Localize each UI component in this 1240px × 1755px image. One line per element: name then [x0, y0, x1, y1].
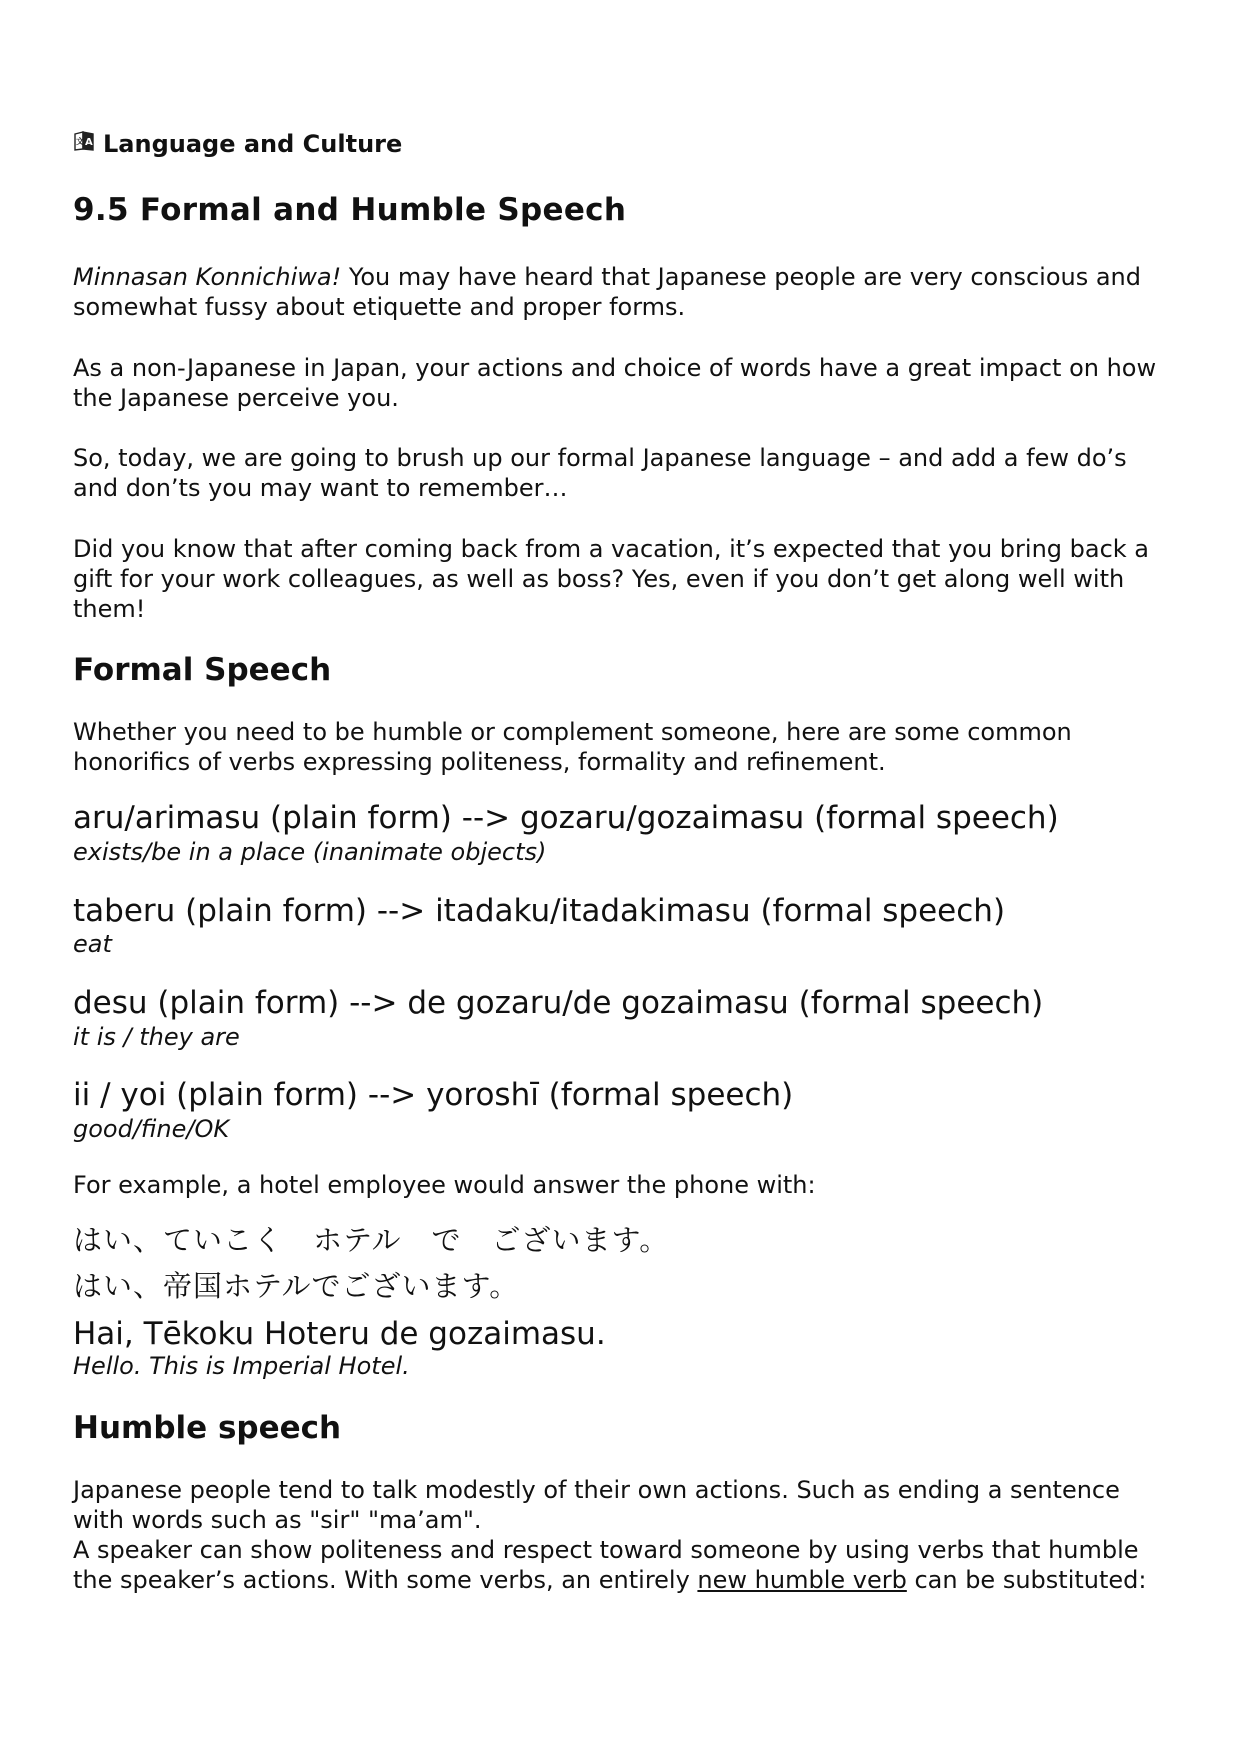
verb-pair: desu (plain form) --> de gozaru/de gozaimasu (formal speech)	[73, 985, 1044, 1021]
verb-pair: taberu (plain form) --> itadaku/itadakimasu (formal speech)	[73, 893, 1006, 929]
verb-gloss: it is / they are	[73, 1023, 240, 1051]
example-intro: For example, a hotel employee would answer the phone with:	[73, 1171, 816, 1199]
book-translate-icon	[73, 130, 95, 158]
humble-speech-heading: Humble speech	[73, 1410, 342, 1446]
intro-paragraph-4: Did you know that after coming back from a vacation, it’s expected that you bring back a gift for your work colleagues, as well as boss? Yes, even if you don’t get along well with them!	[73, 535, 1150, 623]
formal-speech-heading: Formal Speech	[73, 652, 332, 688]
intro-paragraph-1-text: You may have heard that Japanese people are very conscious and somewhat fussy about etiquette and proper forms.	[73, 263, 1141, 321]
new-humble-verb-link[interactable]: new humble verb	[697, 1566, 907, 1594]
formal-speech-intro: Whether you need to be humble or complement someone, here are some common honorifics of verbs expressing politeness, formality and refinement.	[73, 718, 1072, 776]
verb-pair: ii / yoi (plain form) --> yoroshī (formal speech)	[73, 1077, 794, 1113]
example-kanji: はい、帝国ホテルでございます。	[73, 1269, 520, 1303]
verb-gloss: eat	[73, 930, 112, 958]
page-title: 9.5 Formal and Humble Speech	[73, 192, 627, 228]
greeting: Minnasan Konnichiwa!	[73, 263, 342, 291]
example-english: Hello. This is Imperial Hotel.	[73, 1352, 410, 1380]
svg-text:A: A	[85, 137, 93, 148]
verb-gloss: exists/be in a place (inanimate objects)	[73, 838, 547, 866]
intro-paragraph-2: As a non-Japanese in Japan, your actions and choice of words have a great impact on how the Japanese perceive you.	[73, 354, 1157, 412]
section-label-text: Language and Culture	[103, 130, 403, 158]
humble-paragraph-2	[73, 1535, 1173, 1595]
intro-paragraph-3: So, today, we are going to brush up our formal Japanese language – and add a few do’s and don’ts you may want to remember…	[73, 444, 1127, 502]
verb-gloss: good/fine/OK	[73, 1115, 230, 1143]
humble-paragraph-2-start: A speaker can show politeness and respect toward someone by using verbs that humble the speaker’s actions. With some verbs, an entirely	[73, 1536, 1139, 1594]
section-label	[73, 130, 402, 158]
verb-pair: aru/arimasu (plain form) --> gozaru/gozaimasu (formal speech)	[73, 800, 1059, 836]
humble-paragraph-2-end: can be substituted:	[906, 1566, 1147, 1594]
humble-paragraph-1: Japanese people tend to talk modestly of their own actions. Such as ending a sentence with words such as "sir" "ma’am".	[73, 1476, 1120, 1534]
intro-paragraph-1	[73, 262, 1173, 322]
example-kana: はい、ていこく ホテル で ございます。	[73, 1223, 670, 1257]
example-romaji: Hai, Tēkoku Hoteru de gozaimasu.	[73, 1316, 606, 1352]
svg-text:文: 文	[76, 137, 84, 146]
